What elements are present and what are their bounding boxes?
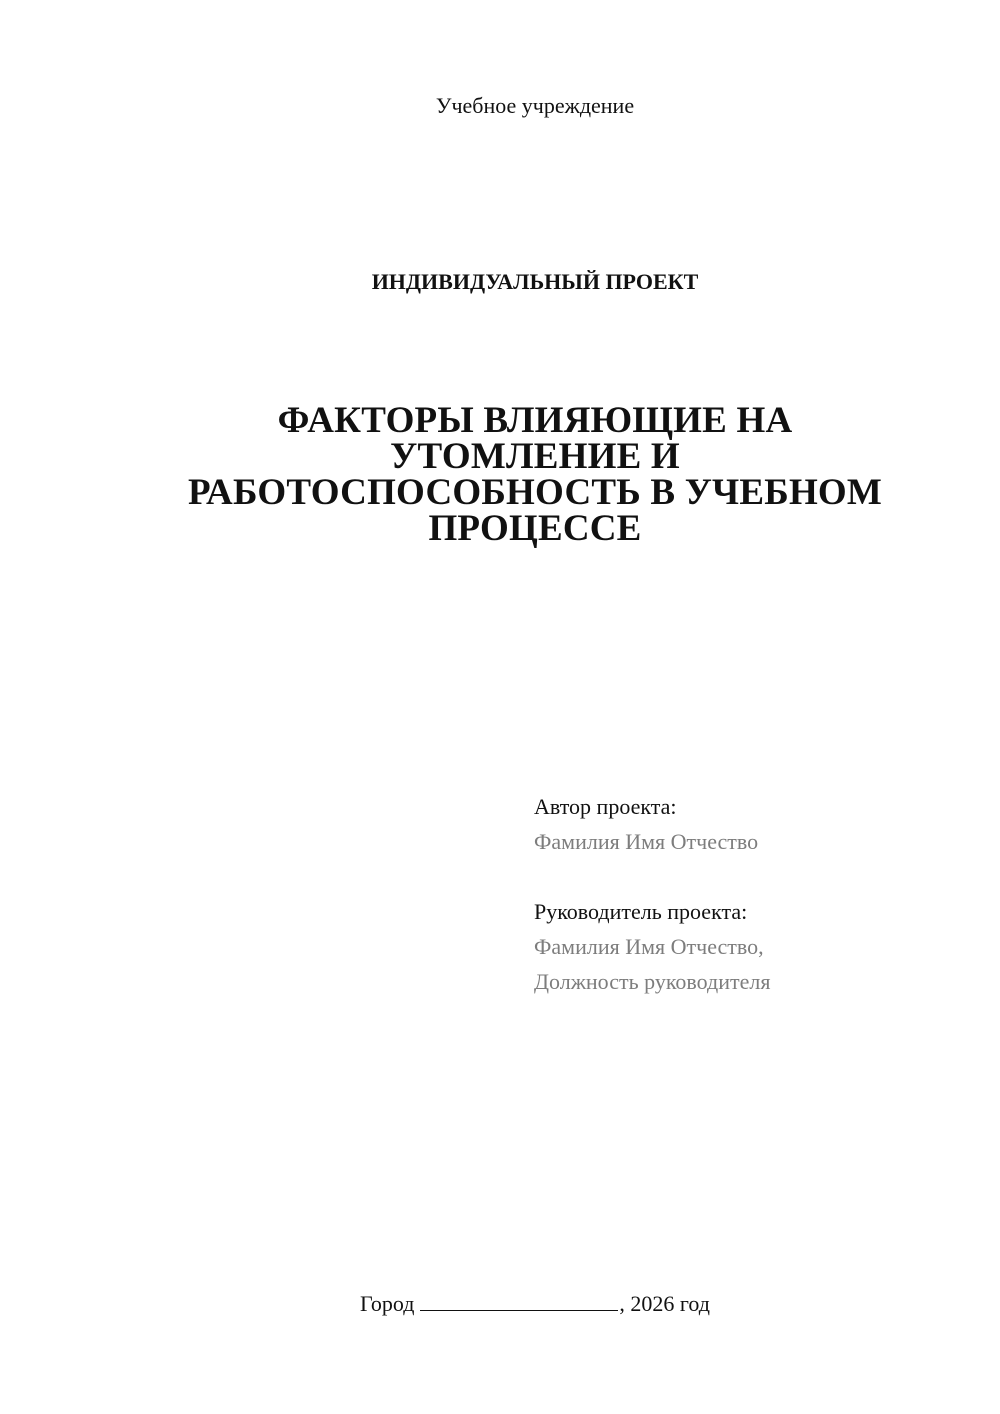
city-blank-line [420, 1290, 618, 1311]
project-type-heading: ИНДИВИДУАЛЬНЫЙ ПРОЕКТ [371, 269, 699, 294]
project-title-line: РАБОТОСПОСОБНОСТЬ В УЧЕБНОМ [187, 472, 883, 513]
project-title-line: ПРОЦЕССЕ [428, 508, 642, 549]
supervisor-label: Руководитель проекта: [534, 899, 748, 924]
project-title-line: ФАКТОРЫ ВЛИЯЮЩИЕ НА [277, 400, 793, 441]
project-title [150, 400, 920, 549]
city-year-line [0, 1290, 1000, 1318]
city-label: Город [360, 1291, 415, 1316]
supervisor-name-placeholder: Фамилия Имя Отчество, [534, 934, 764, 959]
institution-name: Учебное учреждение [435, 93, 635, 118]
year-text: , 2026 год [619, 1291, 710, 1316]
spacer [534, 859, 974, 894]
project-title-line: УТОМЛЕНИЕ И [390, 436, 680, 477]
authors-block [534, 789, 974, 999]
author-label: Автор проекта: [534, 794, 677, 819]
supervisor-position-placeholder: Должность руководителя [534, 969, 771, 994]
author-name-placeholder: Фамилия Имя Отчество [534, 829, 759, 854]
